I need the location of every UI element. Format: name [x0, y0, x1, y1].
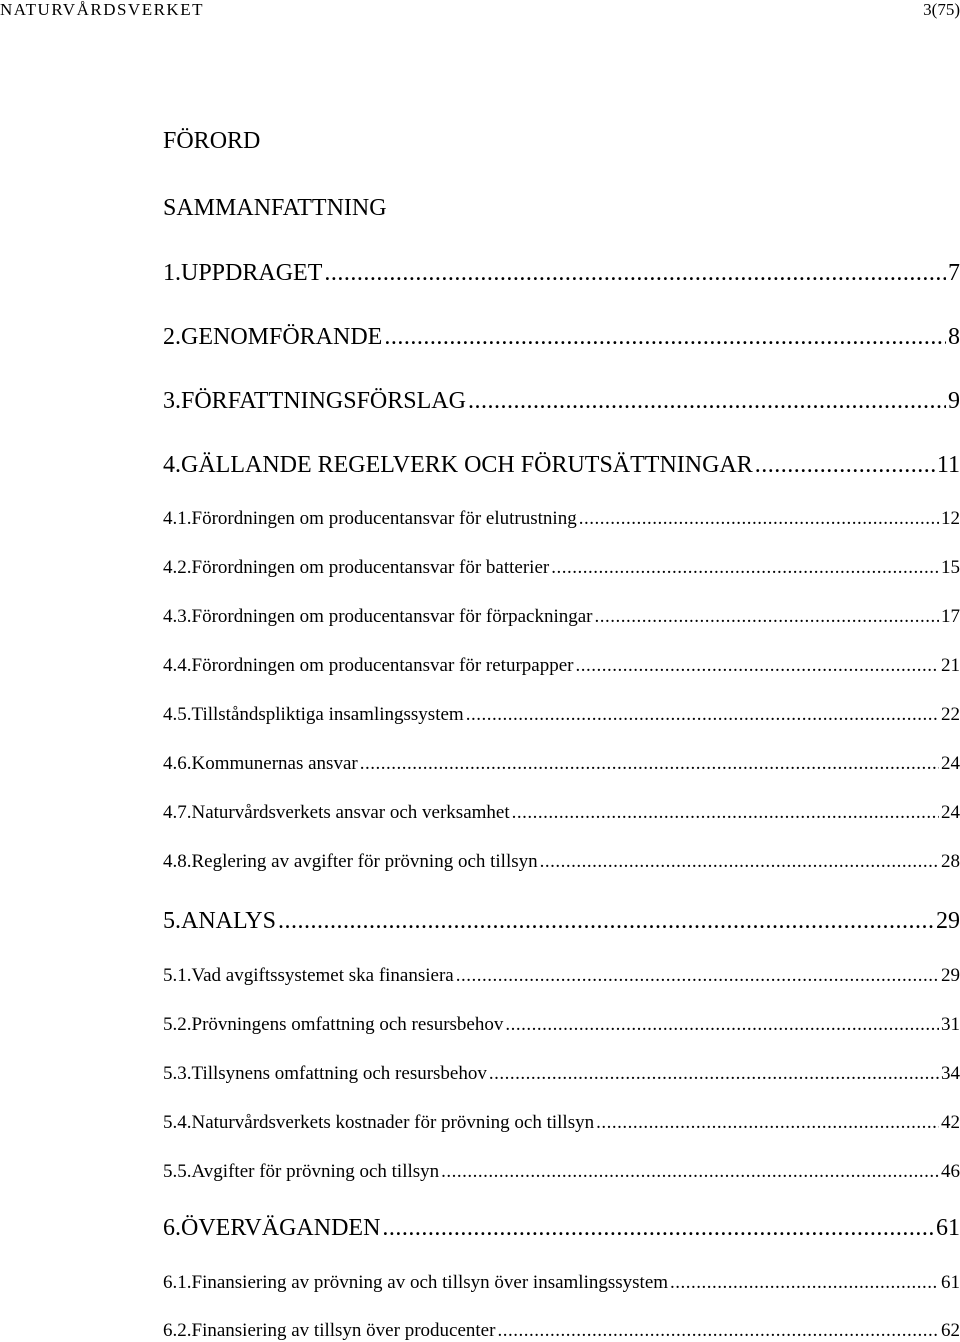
toc-entry[interactable]	[163, 1320, 960, 1342]
toc-leader-dots	[497, 1320, 939, 1342]
toc-entry-title: Förordningen om producentansvar för elutrustning	[191, 508, 577, 529]
toc-entry[interactable]	[163, 260, 960, 287]
toc-entry-page: 9	[948, 388, 960, 414]
toc-leader-dots	[576, 655, 940, 677]
toc-entry-title: Kommunernas ansvar	[191, 753, 358, 774]
toc-entry[interactable]	[163, 324, 960, 351]
toc-entry-page: 22	[941, 704, 960, 725]
toc-entry[interactable]	[163, 704, 960, 726]
toc-leader-dots	[468, 388, 946, 415]
toc-entry[interactable]	[163, 1272, 960, 1294]
toc-entry-title: Finansiering av tillsyn över producenter	[191, 1320, 496, 1341]
toc-entry-title: Förordningen om producentansvar för förpackningar	[191, 606, 593, 627]
toc-entry[interactable]	[163, 802, 960, 824]
toc-entry-page: 24	[941, 753, 960, 774]
toc-entry[interactable]	[163, 452, 960, 479]
toc-entry[interactable]	[163, 388, 960, 415]
toc-entry[interactable]	[163, 557, 960, 579]
toc-entry[interactable]	[163, 1215, 960, 1242]
toc-entry[interactable]	[163, 1112, 960, 1134]
toc-entry-page: 42	[941, 1112, 960, 1133]
toc-leader-dots	[360, 753, 939, 775]
toc-entry-title: Avgifter för prövning och tillsyn	[191, 1161, 440, 1182]
toc-entry-page: 7	[948, 260, 960, 286]
toc-entry[interactable]	[163, 908, 960, 935]
toc-entry-number: 4.7.	[163, 802, 192, 823]
toc-entry-title: Naturvårdsverkets kostnader för prövning och tillsyn	[191, 1112, 595, 1133]
toc-entry-number: 4.8.	[163, 851, 192, 872]
toc-entry-title: Förordningen om producentansvar för returpapper	[191, 655, 574, 676]
toc-entry-page: 21	[941, 655, 960, 676]
toc-entry-page: 29	[936, 908, 960, 934]
toc-leader-dots	[755, 452, 935, 479]
toc-entry-number: 4.1.	[163, 508, 192, 529]
toc-summary[interactable]: SAMMANFATTNING	[163, 195, 387, 221]
toc-leader-dots	[384, 324, 946, 351]
toc-entry-number: 5.4.	[163, 1112, 192, 1133]
toc-entry-title: Finansiering av prövning av och tillsyn över insamlingssystem	[191, 1272, 669, 1293]
toc-entry-number: 4.6.	[163, 753, 192, 774]
toc-entry-page: 29	[941, 965, 960, 986]
toc-entry-page: 11	[936, 452, 960, 478]
toc-entry-number: 5.	[163, 908, 181, 934]
toc-leader-dots	[551, 557, 939, 579]
toc-leader-dots	[441, 1161, 939, 1183]
toc-entry[interactable]	[163, 965, 960, 987]
toc-leader-dots	[456, 965, 939, 987]
toc-entry[interactable]	[163, 1063, 960, 1085]
toc-entry[interactable]	[163, 1014, 960, 1036]
toc-entry-number: 5.5.	[163, 1161, 192, 1182]
toc-leader-dots	[512, 802, 939, 824]
header-page-number: 3(75)	[923, 0, 960, 19]
toc-foreword[interactable]: FÖRORD	[163, 128, 261, 154]
toc-entry-number: 4.3.	[163, 606, 192, 627]
toc-entry-page: 62	[941, 1320, 960, 1341]
toc-leader-dots	[596, 1112, 939, 1134]
toc-entry-title: UPPDRAGET	[181, 260, 323, 286]
toc-entry-title: Vad avgiftssystemet ska finansiera	[191, 965, 454, 986]
toc-entry-title: Reglering av avgifter för prövning och tillsyn	[191, 851, 538, 872]
toc-entry[interactable]	[163, 1161, 960, 1183]
toc-entry-number: 5.2.	[163, 1014, 192, 1035]
toc-entry-number: 4.	[163, 452, 181, 478]
toc-entry-number: 6.	[163, 1215, 181, 1241]
toc-leader-dots	[540, 851, 939, 873]
toc-entry-title: FÖRFATTNINGSFÖRSLAG	[181, 388, 466, 414]
toc-leader-dots	[579, 508, 939, 530]
toc-entry-title: Tillsynens omfattning och resursbehov	[191, 1063, 487, 1084]
toc-entry-page: 31	[941, 1014, 960, 1035]
toc-entry-page: 12	[941, 508, 960, 529]
header-agency: NATURVÅRDSVERKET	[0, 0, 204, 19]
toc-entry-number: 6.2.	[163, 1320, 192, 1341]
toc-leader-dots	[670, 1272, 939, 1294]
toc-entry-title: Naturvårdsverkets ansvar och verksamhet	[191, 802, 510, 823]
toc-leader-dots	[505, 1014, 939, 1036]
toc-leader-dots	[595, 606, 940, 628]
toc-entry-title: ÖVERVÄGANDEN	[181, 1215, 381, 1241]
toc-entry-page: 46	[941, 1161, 960, 1182]
toc-entry-number: 4.4.	[163, 655, 192, 676]
toc-entry-title: GENOMFÖRANDE	[181, 324, 383, 350]
toc-entry-number: 3.	[163, 388, 181, 414]
toc-leader-dots	[278, 908, 934, 935]
toc-entry[interactable]	[163, 851, 960, 873]
toc-entry-page: 28	[941, 851, 960, 872]
toc-entry-number: 4.2.	[163, 557, 192, 578]
toc-entry-number: 5.3.	[163, 1063, 192, 1084]
toc-entry[interactable]	[163, 753, 960, 775]
toc-entry-page: 24	[941, 802, 960, 823]
toc-entry-number: 5.1.	[163, 965, 192, 986]
toc-entry-page: 8	[948, 324, 960, 350]
toc-entry-number: 6.1.	[163, 1272, 192, 1293]
toc-entry-title: Prövningens omfattning och resursbehov	[191, 1014, 504, 1035]
toc-entry-page: 34	[941, 1063, 960, 1084]
toc-entry-number: 2.	[163, 324, 181, 350]
toc-entry-title: ANALYS	[181, 908, 276, 934]
toc-leader-dots	[324, 260, 946, 287]
toc-entry-title: GÄLLANDE REGELVERK OCH FÖRUTSÄTTNINGAR	[181, 452, 753, 478]
toc-entry-number: 1.	[163, 260, 181, 286]
toc-leader-dots	[382, 1215, 934, 1242]
toc-entry-title: Tillståndspliktiga insamlingssystem	[191, 704, 464, 725]
toc-entry[interactable]	[163, 606, 960, 628]
toc-entry[interactable]	[163, 508, 960, 530]
toc-entry-page: 61	[941, 1272, 960, 1293]
toc-leader-dots	[489, 1063, 939, 1085]
toc-entry-number: 4.5.	[163, 704, 192, 725]
toc-entry-page: 15	[941, 557, 960, 578]
toc-entry[interactable]	[163, 655, 960, 677]
toc-entry-title: Förordningen om producentansvar för batterier	[191, 557, 550, 578]
toc-entry-page: 61	[936, 1215, 960, 1241]
toc-leader-dots	[466, 704, 939, 726]
toc-entry-page: 17	[941, 606, 960, 627]
